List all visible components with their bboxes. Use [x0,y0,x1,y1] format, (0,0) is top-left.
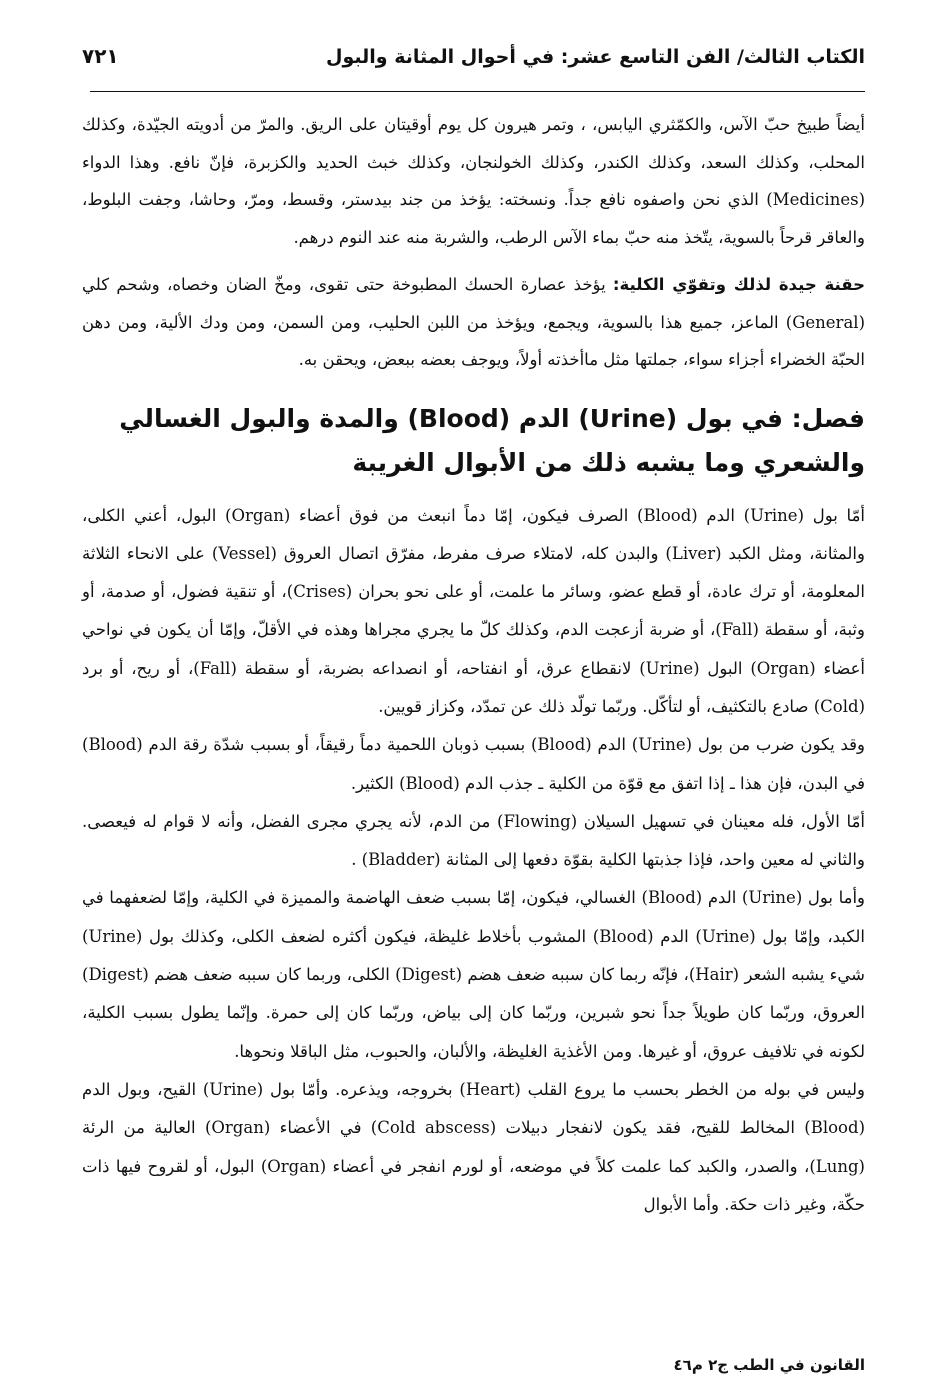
section-body [82,497,865,1225]
section-paragraph: وأما بول (Urine) الدم (Blood) الغسالي، فيكون، إمّا بسبب ضعف الهاضمة والمميزة في الكلية، وإمّا لضعفهما في الكبد، وإمّا بول (Urine) الدم (Blood) المشوب بأخلاط غليظة، فيكون أكثره لضعف الكلى، وكذلك بول (Urine) شيء يشبه الشعر (Hair)، فإنّه ربما كان سببه ضعف هضم (Digest) الكلى، وربما كان سببه ضعف هضم (Digest) العروق، وربّما كان طويلاً جداً نحو شبرين، وربّما كان إلى بياض، وربّما كان إلى حمرة. وإنّما يطول بسبب الكلية، لكونه في تلافيف عروق، أو غيرها. ومن الأغذية الغليظة، والألبان، والحبوب، مثل الباقلا ونحوها. [82,888,866,1061]
enema-lead: حقنة جيدة لذلك وتقوّي الكلية: [612,275,865,294]
running-header [82,44,865,68]
section-paragraph: أمّا بول (Urine) الدم (Blood) الصرف فيكون، إمّا دماً انبعث من فوق أعضاء (Organ) البول، أعني الكلى، والمثانة، ومثل الكبد (Liver) والبدن كله، لامتلاء صرف مفرط، مفرّق اتصال العروق (Vessel) على الانحاء الثلاثة المعلومة، أو ترك عادة، أو قطع عضو، وسائر ما علمت، أو على نحو بحران (Crises)، أو تنقية فضول، أو صدمة، أو وثبة، أو سقطة (Fall)، أو ضربة أزعجت الدم، وكذلك كلّ ما يجري مجراها وهذه في الأقلّ، وإمّا أن يكون في نواحي أعضاء (Organ) البول (Urine) لانقطاع عرق، أو انفتاحه، أو انصداعه بضربة، أو سقطة (Fall)، أو ريح، أو برد (Cold) صادع بالتكثيف، أو لتأكّل. وربّما تولّد ذلك عن تمدّد، وكزاز قويين. [82,505,865,716]
paragraph-medicines: أيضاً طبيخ حبّ الآس، والكمّثري اليابس، ، وتمر هيرون كل يوم أوقيتان على الريق. والمرّ من أدويته الجيّدة، وكذلك المحلب، وكذلك السعد، وكذلك الكندر، وكذلك الخولنجان، وكذلك خبث الحديد والكزبرة، فإنّ نافع. وهذا الدواء (Medicines) الذي نحن واصفوه نافع جداً. ونسخته: يؤخذ من جند بيدستر، وقسط، ومرّ، وحاشا، وجفت البلوط، والعاقر قرحاً بالسوية، يتّخذ منه حبّ بماء الآس الرطب، والشربة منه عند النوم درهم. [82,115,865,247]
header-title: الكتاب الثالث/ الفن التاسع عشر: في أحوال المثانة والبول [326,46,865,68]
section-paragraph: وقد يكون ضرب من بول (Urine) الدم (Blood) بسبب ذوبان اللحمية دماً رقيقاً، أو بسبب شدّة رقة الدم (Blood) في البدن، فإن هذا ـ إذا اتفق مع قوّة من الكلية ـ جذب الدم (Blood) الكثير. [82,735,865,793]
header-rule [90,91,865,92]
page-number: ٧٢١ [82,44,119,68]
paragraph-enema [82,266,865,379]
section-paragraph: وليس في بوله من الخطر بحسب ما يروع القلب (Heart) بخروجه، ويذعره. وأمّا بول (Urine) القيح، وبول الدم (Blood) المخالط للقيح، فقد يكون لانفجار دبيلات (Cold abscess) في الأعضاء (Organ) العالية من الرئة (Lung)، والصدر، والكبد كما علمت كلاً في موضعه، أو لورم انفجر في أعضاء (Organ) البول، أو لقروح فيها ذات حكّة، وغير ذات حكة. وأما الأبوال [82,1079,865,1214]
enema-text: يؤخذ عصارة الحسك المطبوخة حتى تقوى، ومخّ الضان وخصاه، وشحم كلي (General) الماعز، جميع هذا بالسوية، ويجمع، ويؤخذ من اللبن الحليب، ومن السمن، ومن ودك الألية، ومن دهن الحبّة الخضراء أجزاء سواء، جملتها مثل ماأخذته أولاً، ويوجف بعضه ببعض، ويحقن به. [82,275,865,369]
page-footer: القانون في الطب ج٢ م٤٦ [673,1356,865,1374]
body-text [82,106,865,1224]
section-paragraph: أمّا الأول، فله معينان في تسهيل السيلان (Flowing) من الدم، لأنه يجري مجرى الفضل، وأنه لا قوام له فيعصى. والثاني له معين واحد، فإذا جذبتها الكلية بقوّة دفعها إلى المثانة (Bladder) . [82,811,865,870]
section-heading: فصل: في بول (Urine) الدم (Blood) والمدة والبول الغسالي والشعري وما يشبه ذلك من الأبوال الغريبة [119,403,865,477]
